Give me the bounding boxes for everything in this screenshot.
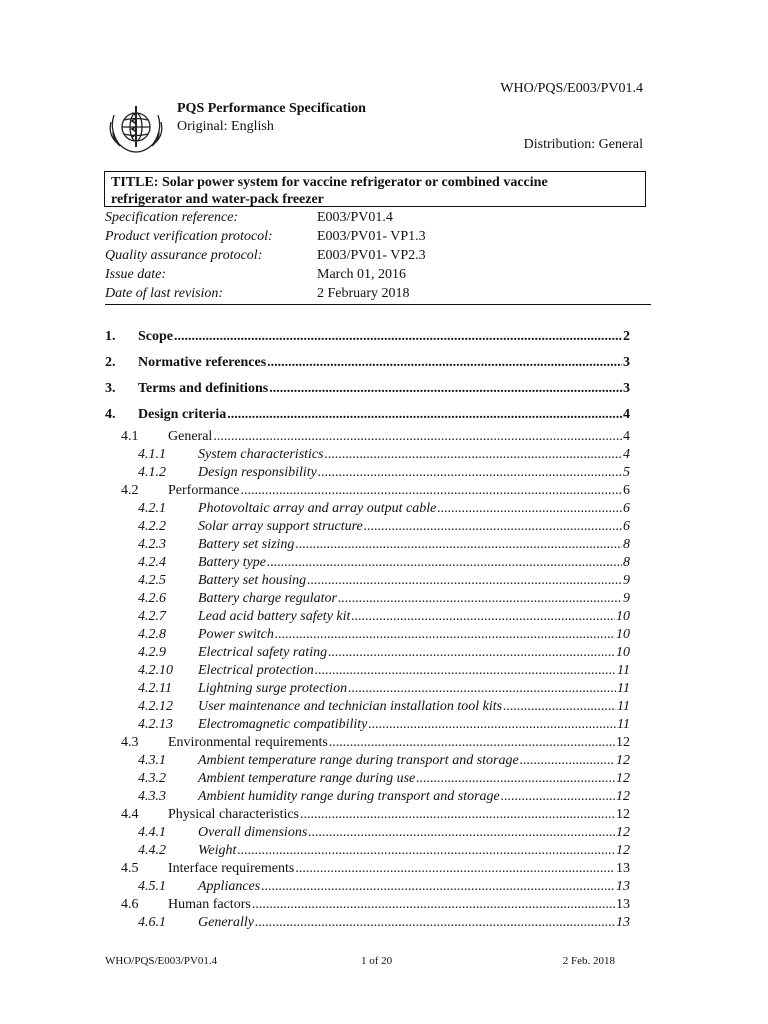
toc-entry-page: 10	[616, 627, 630, 642]
toc-entry-number: 4.2.12	[138, 699, 173, 714]
toc-entry-page: 13	[616, 861, 630, 876]
toc-entry-number: 4.4.2	[138, 843, 166, 858]
toc-leader-dots	[213, 428, 622, 446]
toc-entry-title: Battery charge regulator	[198, 591, 337, 606]
toc-entry[interactable]	[105, 626, 630, 644]
toc-entry-number: 3.	[105, 381, 116, 396]
toc-entry-number: 4.6	[121, 897, 139, 912]
toc-entry[interactable]	[105, 860, 630, 878]
toc-entry[interactable]	[105, 680, 630, 698]
toc-entry-title: Performance	[168, 483, 240, 498]
toc-entry[interactable]	[105, 350, 630, 376]
toc-entry-number: 4.4.1	[138, 825, 166, 840]
toc-entry-title: Ambient temperature range during transport and storage	[198, 753, 519, 768]
toc-entry[interactable]	[105, 662, 630, 680]
toc-entry-page: 6	[623, 519, 630, 534]
toc-entry-page: 11	[617, 663, 630, 678]
toc-entry-title: Power switch	[198, 627, 274, 642]
toc-entry-number: 4.2	[121, 483, 139, 498]
toc-entry-page: 9	[623, 591, 630, 606]
toc-entry-page: 11	[617, 699, 630, 714]
toc-entry-page: 6	[623, 501, 630, 516]
toc-leader-dots	[368, 716, 616, 734]
toc-entry-number: 4.3.3	[138, 789, 166, 804]
toc-entry[interactable]	[105, 554, 630, 572]
toc-entry-page: 10	[616, 645, 630, 660]
toc-entry-page: 9	[623, 573, 630, 588]
toc-leader-dots	[241, 482, 622, 500]
toc-entry-number: 4.1.1	[138, 447, 166, 462]
spec-title: PQS Performance Specification	[177, 101, 366, 116]
toc-entry-title: Solar array support structure	[198, 519, 363, 534]
meta-value: March 01, 2016	[317, 267, 407, 282]
toc-entry-number: 4.5.1	[138, 879, 166, 894]
toc-entry-title: Design responsibility	[198, 465, 317, 480]
toc-leader-dots	[261, 878, 615, 896]
toc-leader-dots	[315, 662, 616, 680]
meta-row	[105, 284, 651, 303]
toc-entry-number: 4.4	[121, 807, 139, 822]
meta-label: Issue date:	[105, 267, 167, 282]
toc-entry-title: Lightning surge protection	[198, 681, 348, 696]
toc-entry[interactable]	[105, 590, 630, 608]
toc-entry-title: Interface requirements	[168, 861, 295, 876]
toc-leader-dots	[351, 608, 615, 626]
toc-leader-dots	[252, 896, 615, 914]
meta-row	[105, 208, 651, 227]
toc-leader-dots	[227, 402, 622, 428]
toc-leader-dots	[503, 698, 616, 716]
toc-entry[interactable]	[105, 518, 630, 536]
toc-entry-number: 4.2.7	[138, 609, 166, 624]
toc-entry-page: 12	[616, 825, 630, 840]
title-line-1: TITLE: Solar power system for vaccine refrigerator or combined vaccine	[111, 175, 548, 190]
toc-entry[interactable]	[105, 572, 630, 590]
toc-entry-number: 4.1	[121, 429, 139, 444]
toc-entry-number: 1.	[105, 329, 116, 344]
toc-entry-page: 4	[623, 407, 630, 422]
meta-label: Date of last revision:	[105, 286, 224, 301]
toc-entry[interactable]	[105, 770, 630, 788]
toc-entry-number: 4.5	[121, 861, 139, 876]
toc-entry-title: Overall dimensions	[198, 825, 308, 840]
toc-entry-number: 4.1.2	[138, 465, 166, 480]
toc-leader-dots	[416, 770, 615, 788]
meta-value: E003/PV01.4	[317, 210, 393, 225]
meta-row	[105, 246, 651, 265]
title-box	[104, 171, 646, 207]
toc-leader-dots	[348, 680, 616, 698]
toc-entry[interactable]	[105, 698, 630, 716]
meta-label: Product verification protocol:	[105, 229, 273, 244]
toc-leader-dots	[364, 518, 622, 536]
toc-entry-title: General	[168, 429, 213, 444]
toc-leader-dots	[300, 806, 615, 824]
toc-entry-number: 4.2.5	[138, 573, 166, 588]
spec-metadata	[105, 208, 651, 305]
toc-entry-number: 4.2.10	[138, 663, 173, 678]
toc-entry-title: Ambient humidity range during transport and storage	[198, 789, 500, 804]
footer-doc-ref: WHO/PQS/E003/PV01.4	[105, 955, 218, 967]
toc-leader-dots	[501, 788, 615, 806]
toc-entry-number: 2.	[105, 355, 116, 370]
toc-leader-dots	[295, 536, 622, 554]
meta-value: E003/PV01- VP2.3	[317, 248, 426, 263]
toc-leader-dots	[269, 376, 622, 402]
toc-entry-page: 11	[617, 681, 630, 696]
toc-entry-title: Design criteria	[138, 407, 227, 422]
toc-leader-dots	[328, 644, 615, 662]
toc-entry[interactable]	[105, 752, 630, 770]
toc-entry-number: 4.2.1	[138, 501, 166, 516]
toc-leader-dots	[267, 554, 622, 572]
meta-value: E003/PV01- VP1.3	[317, 229, 426, 244]
toc-entry-page: 12	[616, 789, 630, 804]
toc-leader-dots	[307, 572, 622, 590]
toc-entry-title: Appliances	[198, 879, 261, 894]
original-language: Original: English	[177, 119, 274, 134]
toc-entry-title: Electromagnetic compatibility	[198, 717, 368, 732]
toc-entry-title: Photovoltaic array and array output cable	[198, 501, 437, 516]
meta-label: Quality assurance protocol:	[105, 248, 263, 263]
toc-entry-title: Ambient temperature range during use	[198, 771, 416, 786]
toc-entry-title: Battery set sizing	[198, 537, 295, 552]
toc-entry-page: 12	[616, 771, 630, 786]
toc-entry-page: 13	[616, 879, 630, 894]
toc-entry-title: Battery set housing	[198, 573, 307, 588]
toc-entry-title: Normative references	[138, 355, 267, 370]
toc-entry-page: 8	[623, 537, 630, 552]
toc-entry[interactable]	[105, 644, 630, 662]
toc-entry-page: 12	[616, 843, 630, 858]
toc-entry-title: Generally	[198, 915, 254, 930]
toc-entry[interactable]	[105, 824, 630, 842]
toc-entry[interactable]	[105, 446, 630, 464]
toc-entry-title: Weight	[198, 843, 237, 858]
toc-entry-number: 4.2.3	[138, 537, 166, 552]
distribution: Distribution: General	[523, 137, 643, 152]
toc-leader-dots	[237, 842, 615, 860]
toc-entry-title: Environmental requirements	[168, 735, 328, 750]
toc-entry-page: 12	[616, 753, 630, 768]
toc-entry-number: 4.6.1	[138, 915, 166, 930]
footer-date: 2 Feb. 2018	[562, 955, 615, 967]
toc-entry[interactable]	[105, 806, 630, 824]
meta-row	[105, 265, 651, 284]
meta-row	[105, 227, 651, 246]
toc-entry-page: 10	[616, 609, 630, 624]
toc-entry-number: 4.2.11	[138, 681, 172, 696]
toc-entry[interactable]	[105, 914, 630, 932]
toc-entry[interactable]	[105, 428, 630, 446]
toc-leader-dots	[325, 446, 622, 464]
toc-entry[interactable]	[105, 842, 630, 860]
toc-entry-title: Human factors	[168, 897, 251, 912]
toc-entry[interactable]	[105, 482, 630, 500]
toc-entry-number: 4.	[105, 407, 116, 422]
toc-leader-dots	[174, 324, 622, 350]
toc-entry-page: 11	[617, 717, 630, 732]
toc-entry-number: 4.2.13	[138, 717, 173, 732]
toc-entry-number: 4.3.2	[138, 771, 166, 786]
toc-entry-number: 4.3.1	[138, 753, 166, 768]
toc-leader-dots	[275, 626, 615, 644]
toc-entry-title: Lead acid battery safety kit	[198, 609, 351, 624]
table-of-contents	[105, 324, 630, 932]
toc-leader-dots	[295, 860, 615, 878]
toc-entry-title: Scope	[138, 329, 173, 344]
toc-entry-page: 13	[616, 915, 630, 930]
toc-entry-number: 4.2.6	[138, 591, 166, 606]
toc-entry-page: 5	[623, 465, 630, 480]
toc-entry[interactable]	[105, 500, 630, 518]
title-line-2: refrigerator and water-pack freezer	[111, 192, 324, 207]
toc-entry[interactable]	[105, 376, 630, 402]
toc-leader-dots	[255, 914, 615, 932]
meta-label: Specification reference:	[105, 210, 239, 225]
toc-entry[interactable]	[105, 608, 630, 626]
toc-entry-title: Electrical safety rating	[198, 645, 328, 660]
toc-entry-title: Electrical protection	[198, 663, 314, 678]
toc-entry[interactable]	[105, 896, 630, 914]
toc-entry-page: 3	[623, 381, 630, 396]
toc-entry-title: Battery type	[198, 555, 267, 570]
toc-entry-number: 4.2.4	[138, 555, 166, 570]
toc-entry[interactable]	[105, 536, 630, 554]
toc-entry-number: 4.2.2	[138, 519, 166, 534]
document-reference: WHO/PQS/E003/PV01.4	[500, 81, 643, 96]
toc-entry[interactable]	[105, 734, 630, 752]
toc-entry-title: User maintenance and technician installation tool kits	[198, 699, 503, 714]
toc-entry[interactable]	[105, 402, 630, 428]
toc-entry-title: System characteristics	[198, 447, 324, 462]
meta-value: 2 February 2018	[317, 286, 410, 301]
footer-page-number: 1 of 20	[361, 955, 393, 967]
toc-entry[interactable]	[105, 464, 630, 482]
toc-entry-page: 12	[616, 807, 630, 822]
toc-leader-dots	[520, 752, 615, 770]
who-emblem-icon	[105, 100, 167, 158]
toc-leader-dots	[329, 734, 615, 752]
toc-entry-title: Terms and definitions	[138, 381, 269, 396]
toc-entry-page: 6	[623, 483, 630, 498]
toc-entry[interactable]	[105, 788, 630, 806]
toc-entry-page: 3	[623, 355, 630, 370]
toc-entry-page: 12	[616, 735, 630, 750]
toc-entry[interactable]	[105, 324, 630, 350]
toc-entry-number: 4.3	[121, 735, 139, 750]
toc-entry-page: 2	[623, 329, 630, 344]
toc-leader-dots	[318, 464, 622, 482]
toc-leader-dots	[338, 590, 622, 608]
toc-entry-page: 13	[616, 897, 630, 912]
toc-entry[interactable]	[105, 716, 630, 734]
toc-entry-title: Physical characteristics	[168, 807, 300, 822]
toc-leader-dots	[308, 824, 615, 842]
toc-entry-page: 8	[623, 555, 630, 570]
toc-entry-number: 4.2.9	[138, 645, 166, 660]
toc-entry-page: 4	[623, 429, 630, 444]
toc-entry-page: 4	[623, 447, 630, 462]
toc-leader-dots	[437, 500, 622, 518]
toc-leader-dots	[267, 350, 622, 376]
toc-entry-number: 4.2.8	[138, 627, 166, 642]
toc-entry[interactable]	[105, 878, 630, 896]
